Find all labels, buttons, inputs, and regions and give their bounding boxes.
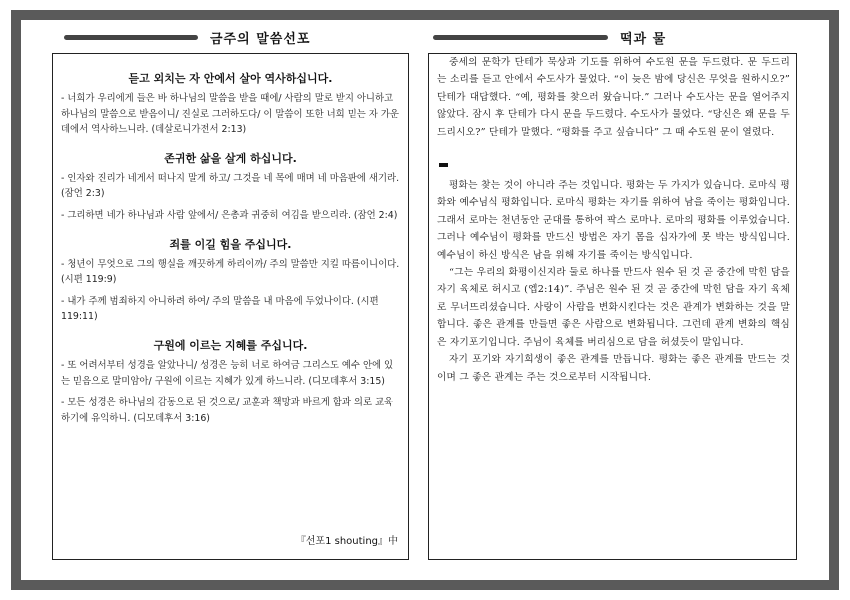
- section-heading: 존귀한 삶을 살게 하십니다.: [164, 151, 297, 165]
- sermon-box: [52, 53, 409, 560]
- essay-paragraph: 자기 포기와 자기희생이 좋은 관계를 만듭니다. 평화는 좋은 관계를 만드는 것이며 그 좋은 관계는 주는 것으로부터 시작됩니다.: [437, 354, 790, 383]
- section-heading: 죄를 이길 힘을 주십니다.: [169, 237, 292, 251]
- scripture-item: - 인자와 진리가 네게서 떠나지 말게 하고/ 그것을 네 목에 매며 네 마음판에 새기라. (잠언 2:3): [61, 172, 400, 200]
- essay-box: [428, 53, 797, 560]
- scripture-item: - 내가 주께 범죄하지 아니하려 하여/ 주의 말씀을 내 마음에 두었나이다. (시편 119:11): [61, 295, 379, 323]
- essay-paragraph: 중세의 문학가 단테가 묵상과 기도를 위하여 수도원 문을 두드렸다. 문 두드리는 소리를 듣고 안에서 수도사가 물었다. “이 늦은 밤에 당신은 무엇을 원하시오?” 단테가 대답했다. “예, 평화를 찾으러 왔습니다.” 그러나 수도사는 문을 열어주지 않았다. 잠시 후 단테가 다시 문을 두드렸다. 수도사가 물었다. “당신은 왜 문을 두드리시오?” 단테가 말했다. “평화를 주고 싶습니다” 그 때 수도원 문이 열렸다.: [437, 57, 790, 138]
- essay-paragraph: “그는 우리의 화평이신지라 둘로 하나를 만드사 원수 된 것 곧 중간에 막힌 담을 자기 육체로 허시고 (엡2:14)”. 주님은 원수 된 것 곧 중간에 막힌 담을 자기 육체로 무너뜨리셨습니다. 사랑이 사람을 변화시킨다는 것은 관계가 변화하는 것을 말합니다. 좋은 관계를 만들면 좋은 사람으로 변화됩니다. 그런데 관계 변화의 핵심은 자기포기입니다. 주님이 육체를 버리심으로 담을 허셨듯이 말입니다.: [437, 267, 790, 348]
- scripture-item: - 너희가 우리에게 들은 바 하나님의 말씀을 받을 때에/ 사람의 말로 받지 아니하고 하나님의 말씀으로 받음이니/ 진실로 그러하도다/ 이 말씀이 또한 너희 믿는 자 가운데에서 역사하느니라. (데살로니가전서 2:13): [61, 93, 399, 136]
- scripture-item: - 모든 성경은 하나님의 감동으로 된 것으로/ 교훈과 책망과 바르게 함과 의로 교육하기에 유익하니. (디모데후서 3:16): [61, 397, 394, 424]
- right-header-bar: [433, 35, 608, 40]
- section-heading: 듣고 외치는 자 안에서 살아 역사하십니다.: [128, 72, 333, 85]
- right-header: [433, 27, 666, 47]
- right-header-title: 떡과 물: [620, 31, 667, 47]
- scripture-item: - 그리하면 네가 하나님과 사람 앞에서/ 은총과 귀중히 여김을 받으리라. (잠언 2:4): [61, 209, 398, 221]
- scripture-item: - 청년이 무엇으로 그의 행실을 깨끗하게 하리이까/ 주의 말씀만 지킬 따름이니이다. (시편 119:9): [61, 258, 400, 286]
- left-header-title: 금주의 말씀선포: [210, 31, 311, 47]
- left-header: [64, 27, 310, 47]
- left-header-bar: [64, 35, 198, 40]
- source-note: 『선포1 shouting』中: [295, 536, 398, 547]
- scripture-item: - 또 어려서부터 성경을 알았나니/ 성경은 능히 너로 하여금 그리스도 예수 안에 있는 믿음으로 말미암아/ 구원에 이르는 지혜가 있게 하느니라. (디모데후서 3:15): [61, 359, 394, 387]
- section-heading: 구원에 이르는 지혜를 주십니다.: [153, 338, 308, 352]
- section-marker: [439, 163, 448, 167]
- essay-paragraph: 평화는 찾는 것이 아니라 주는 것입니다. 평화는 두 가지가 있습니다. 로마식 평화와 예수님식 평화입니다. 로마식 평화는 자기를 위하여 남을 죽이는 평화입니다. 그래서 로마는 천년동안 군대를 통하여 팍스 로마나. 로마의 평화를 이루었습니다. 그러나 예수님이 평화를 만드신 방법은 자기 몸을 십자가에 못 박는 방식입니다. 예수님이 하신 방식은 남을 위해 자기를 죽이는 방식입니다.: [437, 180, 790, 261]
